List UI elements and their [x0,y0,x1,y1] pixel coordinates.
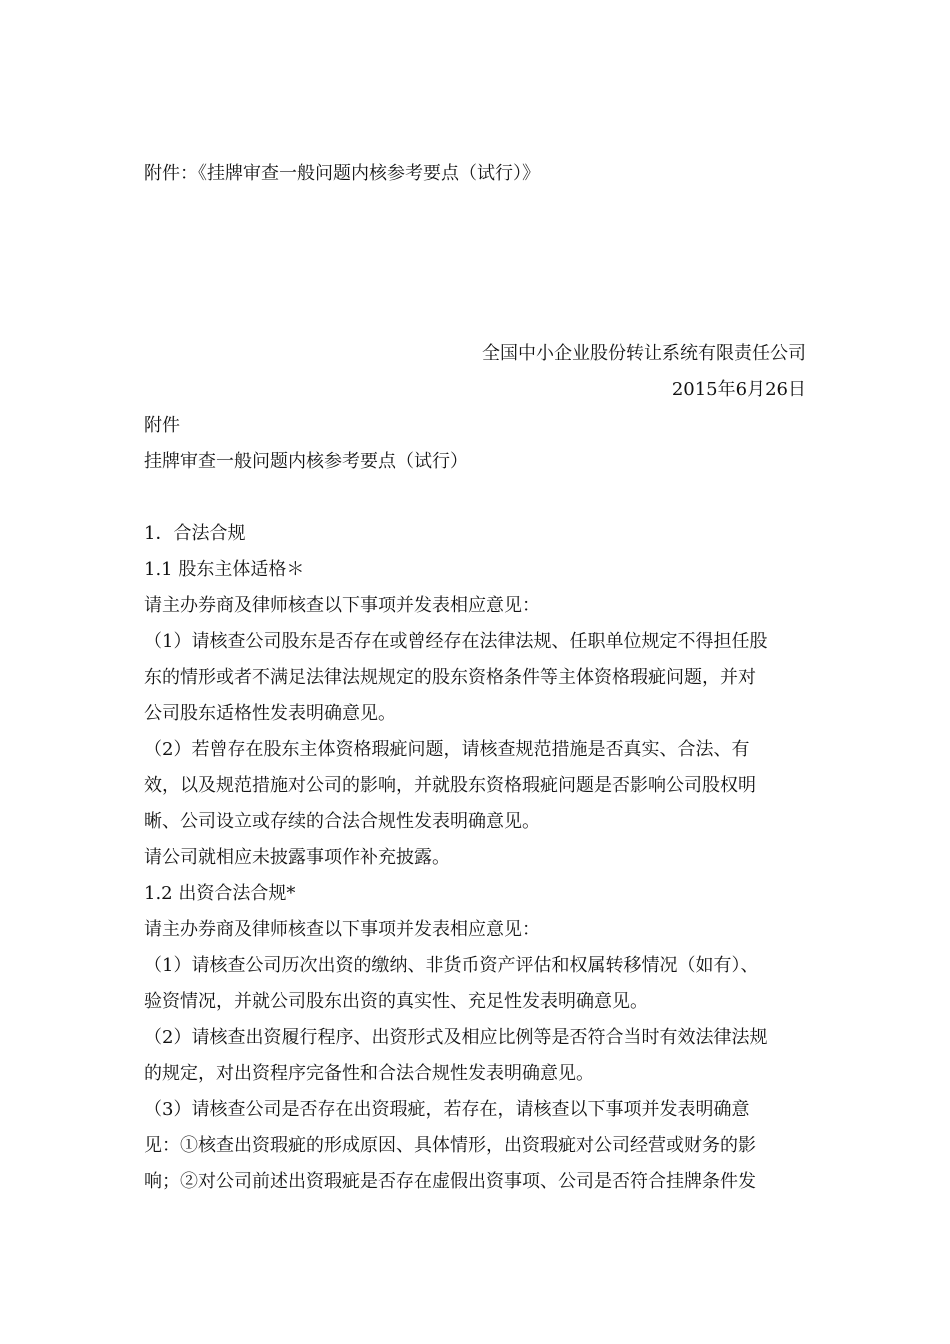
attachment-title: 附件：《挂牌审查一般问题内核参考要点（试行）》 [144,163,540,184]
paragraph-line: 请主办券商及律师核查以下事项并发表相应意见： [144,919,540,940]
paragraph-line: 公司股东适格性发表明确意见。 [144,703,396,724]
paragraph-line: （2）若曾存在股东主体资格瑕疵问题，请核查规范措施是否真实、合法、有 [144,739,750,760]
paragraph-line: 响；②对公司前述出资瑕疵是否存在虚假出资事项、公司是否符合挂牌条件发 [144,1171,756,1192]
paragraph-line: （3）请核查公司是否存在出资瑕疵，若存在，请核查以下事项并发表明确意 [144,1099,750,1120]
subsection-heading: 1.1 股东主体适格＊ [144,559,305,580]
paragraph-line: 晰、公司设立或存续的合法合规性发表明确意见。 [144,811,540,832]
paragraph-line: （1）请核查公司历次出资的缴纳、非货币资产评估和权属转移情况（如有）、 [144,955,759,976]
paragraph-line: 请主办券商及律师核查以下事项并发表相应意见： [144,595,540,616]
paragraph-line: （1）请核查公司股东是否存在或曾经存在法律法规、任职单位规定不得担任股 [144,631,768,652]
paragraph-line: （2）请核查出资履行程序、出资形式及相应比例等是否符合当时有效法律法规 [144,1027,768,1048]
paragraph-line: 见：①核查出资瑕疵的形成原因、具体情形，出资瑕疵对公司经营或财务的影 [144,1135,756,1156]
paragraph-line: 请公司就相应未披露事项作补充披露。 [144,847,450,868]
paragraph-line: 效，以及规范措施对公司的影响，并就股东资格瑕疵问题是否影响公司股权明 [144,775,756,796]
appendix-label: 附件 [144,415,180,436]
paragraph-line: 的规定，对出资程序完备性和合法合规性发表明确意见。 [144,1063,594,1084]
issue-date: 2015年6月26日 [671,379,806,400]
paragraph-line: 验资情况，并就公司股东出资的真实性、充足性发表明确意见。 [144,991,648,1012]
issuing-organization: 全国中小企业股份转让系统有限责任公司 [482,343,806,364]
subsection-heading: 1.2 出资合法合规* [144,883,296,904]
section-heading: 1．合法合规 [144,523,246,544]
paragraph-line: 东的情形或者不满足法律法规规定的股东资格条件等主体资格瑕疵问题，并对 [144,667,756,688]
appendix-title: 挂牌审查一般问题内核参考要点（试行） [144,451,468,472]
